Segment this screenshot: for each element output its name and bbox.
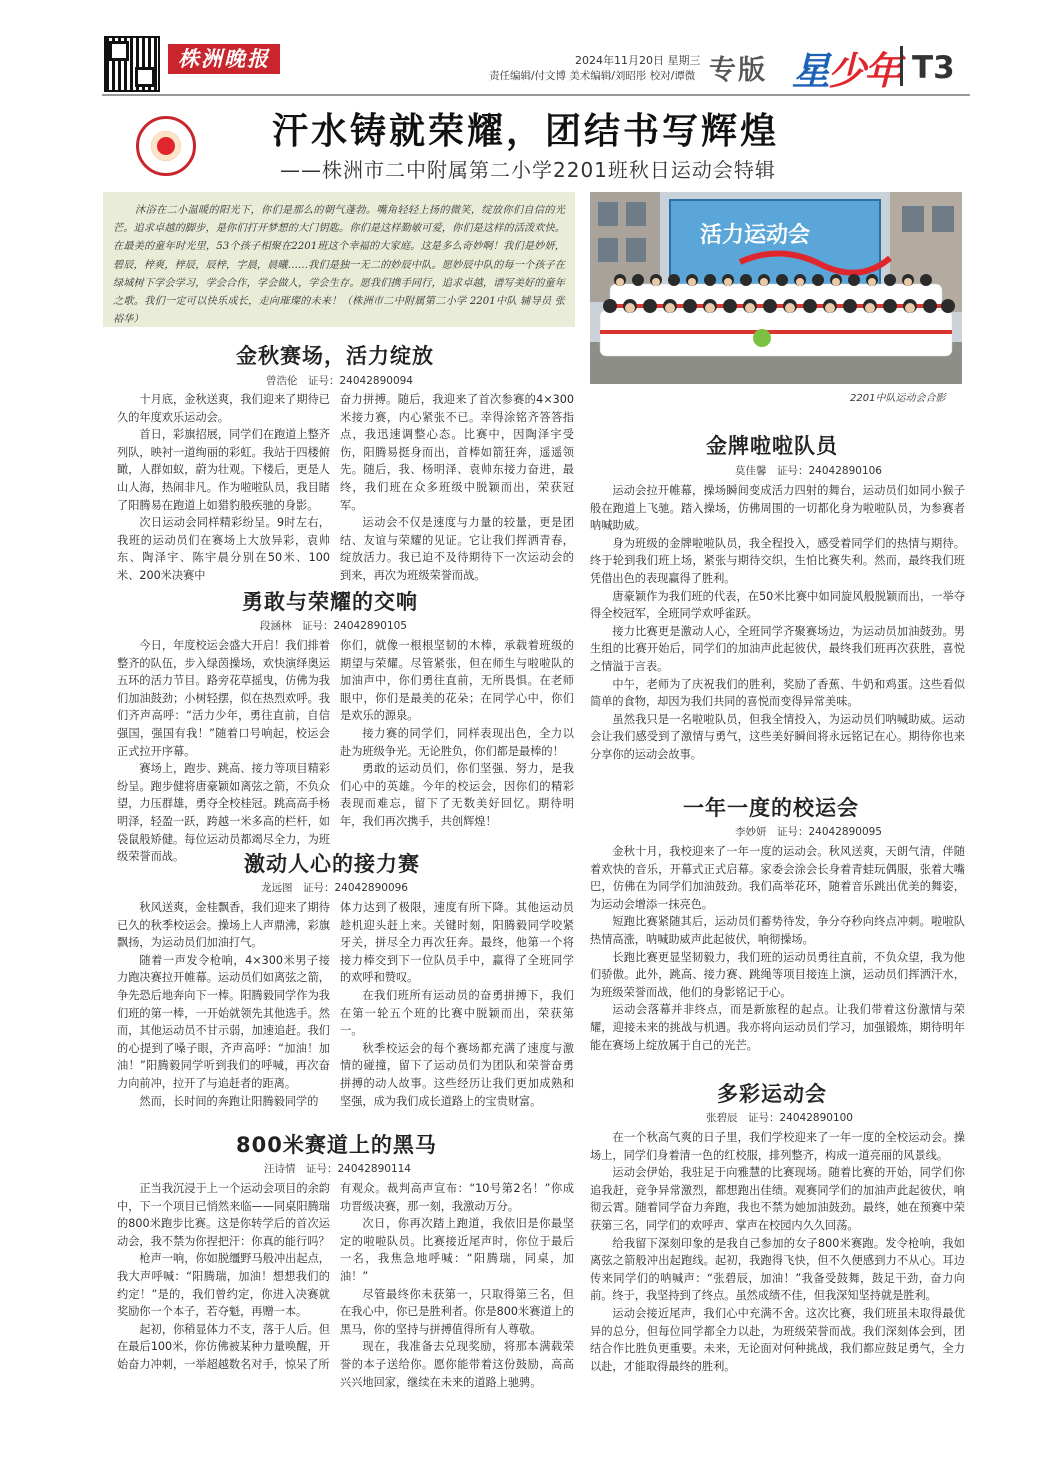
article-column bbox=[117, 899, 330, 1119]
paragraph: 在一个秋高气爽的日子里，我们学校迎来了一年一度的全校运动会。操场上，同学们身着清一色的红校服，排列整齐，构成一道亮丽的风景线。 bbox=[590, 1131, 965, 1162]
article-title: 一年一度的校运会 bbox=[683, 796, 859, 820]
article-title: 激动人心的接力赛 bbox=[244, 852, 420, 876]
paragraph: 虽然我只是一名啦啦队员，但我全情投入，为运动员们呐喊助威。运动会让我们感受到了激情与勇气，这些美好瞬间将永远铭记在心。期待你也来分享你的运动会故事。 bbox=[590, 712, 965, 761]
paragraph: 体力达到了极限，速度有所下降。其他运动员趁机迎头赶上来。关键时刻，阳腾毅同学咬紧牙关，拼尽全力再次狂奔。最终，他第一个将接力棒交到下一位队员手中，赢得了全班同学的欢呼和赞叹。 bbox=[340, 901, 574, 985]
paragraph: 短跑比赛紧随其后，运动员们蓄势待发，争分夺秒向终点冲刺。啦啦队热情高涨，呐喊助威声此起彼伏，响彻操场。 bbox=[590, 915, 965, 946]
paragraph: 运动会落幕并非终点，而是新旅程的起点。让我们带着这份激情与荣耀，迎接未来的挑战与机遇。我亦将向运动员们学习，加强锻炼，期待明年能在赛场上绽放属于自己的光芒。 bbox=[590, 1003, 965, 1052]
paragraph: 首日，彩旗招展，同学们在跑道上整齐列队，映衬一道绚丽的彩虹。我站于四楼俯瞰，人群如蚁，蔚为壮观。下楼后，更是人山人海，热闹非凡。作为啦啦队员，我目睹了阳腾易在跑道上如猎豹般疾驰的身影。 bbox=[117, 428, 330, 512]
page-subheadline: ——株洲市二中附属第二小学2201班秋日运动会特辑 bbox=[280, 158, 776, 182]
issue-date: 2024年11月20日 星期三 bbox=[575, 54, 701, 67]
paragraph: 长跑比赛更显坚韧毅力，我们班的运动员勇往直前，不负众望，我为他们骄傲。此外，跳高、接力赛、跳绳等项目接连上演，运动员们挥洒汗水，为班级荣誉而战，他们的身影铭记于心。 bbox=[590, 950, 965, 999]
masthead-rule bbox=[102, 94, 970, 96]
paragraph: 接力赛的同学们，同样表现出色，全力以赴为班级争光。无论胜负，你们都是最棒的！ bbox=[340, 726, 574, 758]
paragraph: 奋力拼搏。随后，我迎来了首次参赛的4×300米接力赛，内心紧张不已。幸得涂铭齐答答指点，我迅速调整心态。比赛中，因陶泽宇受伤，阳腾易挺身而出，首棒如箭狂奔，遥遥领先。随后，我、杨明泽、袁帅东接力奋进，最终，我们班在众多班级中脱颖而出，荣获冠军。 bbox=[340, 393, 574, 512]
article-column bbox=[117, 1180, 330, 1392]
article-column bbox=[340, 637, 574, 837]
brand-star-text: 星 bbox=[792, 49, 829, 93]
group-photo-illustration bbox=[590, 192, 962, 384]
editor-credits: 责任编辑/付文博 美术编辑/刘昭彤 校对/谭微 bbox=[489, 70, 696, 82]
article-title: 勇敢与荣耀的交响 bbox=[242, 590, 418, 614]
article-column bbox=[340, 899, 574, 1119]
paragraph: 金秋十月，我校迎来了一年一度的运动会。秋风送爽，天朗气清，伴随着欢快的音乐，开幕式正式启幕。家委会涂会长身着青蛙玩偶服，张着大嘴巴，仿佛在为同学们加油鼓劲。我们高举花环，随着音乐跳出优美的舞姿，为运动会增添一抹亮色。 bbox=[590, 845, 965, 911]
paragraph: 运动会伊始，我驻足于向雅慧的比赛现场。随着比赛的开始，同学们你追我赶，竞争异常激烈，都想跑出佳绩。观赛同学们的加油声此起彼伏，响彻云霄。随着同学奋力奔跑，我也不禁为她加油鼓劲。最终，她在预赛中荣获第三名，同学们的欢呼声、掌声在校园内久久回荡。 bbox=[590, 1166, 965, 1232]
article-column bbox=[590, 1129, 965, 1399]
paragraph: 唐豪颖作为我们班的代表，在50米比赛中如同旋风般脱颖而出，一举夺得全校冠军，全班同学欢呼雀跃。 bbox=[590, 589, 965, 621]
article-byline: 曾浩伦 证号：24042890094 bbox=[266, 375, 413, 387]
paragraph: 运动会不仅是速度与力量的较量，更是团结、友谊与荣耀的见证。它让我们挥洒青春，绽放活力。我已迫不及待期待下一次运动会的到来，再次为班级荣誉而战。 bbox=[340, 516, 574, 582]
page-headline: 汗水铸就荣耀，团结书写辉煌 bbox=[272, 110, 780, 152]
article-title: 金牌啦啦队员 bbox=[706, 434, 838, 458]
paragraph: 运动会拉开帷幕，操场瞬间变成活力四射的舞台，运动员们如同小猴子般在跑道上飞驰。踏入操场，仿佛周围的一切都化身为啦啦队员，为参赛者呐喊助威。 bbox=[590, 484, 965, 533]
article-title: 金秋赛场，活力绽放 bbox=[236, 344, 434, 368]
banner-text: 活力运动会 bbox=[700, 223, 811, 248]
article-byline: 汪诗情 证号：24042890114 bbox=[264, 1163, 411, 1175]
article-column bbox=[340, 1180, 574, 1392]
article-title: 多彩运动会 bbox=[717, 1082, 827, 1106]
article-byline: 段涵林 证号：24042890105 bbox=[260, 620, 407, 632]
paragraph: 秋季校运会的每个赛场都充满了速度与激情的碰撞，留下了运动员们为团队和荣誉奋勇拼搏的动人故事。这些经历让我们更加成熟和坚强，成为我们成长道路上的宝贵财富。 bbox=[340, 1041, 574, 1108]
brand-logo bbox=[792, 40, 900, 95]
article-column bbox=[340, 391, 574, 581]
article-byline: 李妙妍 证号：24042890095 bbox=[735, 826, 882, 838]
paragraph: 勇敢的运动员们，你们坚强、努力，是我们心中的英雄。今年的校运会，因你们的精彩表现而难忘，留下了无数美好回忆。期待明年，我们再次携手，共创辉煌！ bbox=[340, 762, 574, 828]
qr-code bbox=[104, 36, 160, 92]
school-emblem-icon bbox=[136, 116, 196, 176]
newspaper-logo: 株洲晚报 bbox=[168, 44, 280, 74]
paragraph: 随着一声发令枪响，4×300米男子接力跑决赛拉开帷幕。运动员们如离弦之箭，争先恐后地奔向下一棒。阳腾毅同学作为我们班的第一棒，一开始就领先其他选手。然而，其他运动员不甘示弱，加速追赶。我们的心提到了嗓子眼，齐声高呼：“加油！加油！”阳腾毅同学听到我们的呼喊，再次奋力向前冲，拉开了与追赶者的距离。 bbox=[117, 953, 330, 1090]
page-code: T3 bbox=[912, 50, 955, 86]
paragraph: 次日运动会同样精彩纷呈。9时左右，我班的运动员们在赛场上大放异彩，袁帅东、陶泽宇、陈宇晨分别在50米、100米、200米决赛中 bbox=[117, 516, 330, 582]
masthead-divider bbox=[900, 46, 903, 86]
paragraph: 你们，就像一根根坚韧的木棒，承载着班级的期望与荣耀。尽管紧张，但在师生与啦啦队的加油声中，你们勇往直前，无所畏惧。在老师眼中，你们是最美的花朵；在同学心中，你们是欢乐的源泉。 bbox=[340, 639, 574, 723]
paragraph: 赛场上，跑步、跳高、接力等项目精彩纷呈。跑步健将唐豪颖如离弦之箭，不负众望，力压群雄，勇夺全校桂冠。跳高高手杨明泽，轻盈一跃，跨越一米多高的栏杆，如袋鼠般矫健。每位运动员都竭尽全力，为班级荣誉而战。 bbox=[117, 762, 330, 864]
article-byline: 莫佳馨 证号：24042890106 bbox=[735, 465, 882, 477]
article-column bbox=[117, 637, 330, 864]
class-group-photo bbox=[590, 192, 962, 384]
paragraph: 十月底，金秋送爽，我们迎来了期待已久的年度欢乐运动会。 bbox=[117, 393, 330, 424]
paragraph: 秋风送爽，金桂飘香，我们迎来了期待已久的秋季校运会。操场上人声鼎沸，彩旗飘扬，为运动员们加油打气。 bbox=[117, 901, 330, 950]
paragraph: 现在，我准备去兑现奖励，将那本满载荣誉的本子送给你。愿你能带着这份鼓励，高高兴兴地回家，继续在未来的道路上驰骋。 bbox=[340, 1340, 574, 1389]
article-title: 800米赛道上的黑马 bbox=[236, 1133, 437, 1157]
paragraph: 有观众。裁判高声宣布：“10号第2名！”你成功晋级决赛，那一刻，我激动万分。 bbox=[340, 1182, 574, 1213]
paragraph: 起初，你稍显体力不支，落于人后。但在最后100米，你仿佛被某种力量唤醒，开始奋力冲刺，一举超越数名对手，惊呆了所 bbox=[117, 1322, 330, 1371]
paragraph: 次日，你再次踏上跑道，我依旧是你最坚定的啦啦队员。比赛接近尾声时，你位于最后一名，我焦急地呼喊：“阳腾瑞，同桌，加油！” bbox=[340, 1217, 574, 1283]
article-column bbox=[117, 391, 330, 581]
article-byline: 张碧辰 证号：24042890100 bbox=[706, 1112, 853, 1124]
paragraph: 然而，长时间的奔跑让阳腾毅同学的 bbox=[139, 1094, 319, 1108]
section-label: 专版 bbox=[709, 55, 767, 86]
paragraph: 尽管最终你未获第一，只取得第三名，但在我心中，你已是胜利者。你是800米赛道上的黑马，你的坚持与拼搏值得所有人尊敬。 bbox=[340, 1287, 574, 1336]
article-byline: 龙远图 证号：24042890096 bbox=[261, 882, 408, 894]
brand-rest-text: 少年 bbox=[828, 49, 901, 93]
paragraph: 正当我沉浸于上一个运动会项目的余韵中，下一个项目已悄然来临——同桌阳腾瑞的800米跑步比赛。这是你转学后的首次运动会，我不禁为你捏把汗：你真的能行吗？ bbox=[117, 1182, 330, 1248]
article-column bbox=[590, 843, 965, 1058]
paragraph: 运动会接近尾声，我们心中充满不舍。这次比赛，我们班虽未取得最优异的总分，但每位同学都全力以赴，为班级荣誉而战。我们深刻体会到，团结合作比胜负更重要。未来，无论面对何种挑战，我们都应鼓足勇气，全力以赴，才能取得最终的胜利。 bbox=[590, 1306, 965, 1373]
article-column bbox=[590, 482, 965, 772]
paragraph: 身为班级的金牌啦啦队员，我全程投入，感受着同学们的热情与期待。终于轮到我们班上场，紧张与期待交织，生怕比赛失利。然而，最终我们班凭借出色的表现赢得了胜利。 bbox=[590, 536, 965, 585]
paragraph: 枪声一响，你如脱缰野马般冲出起点，我大声呼喊：“阳腾瑞，加油！想想我们的约定！”是的，我们曾约定，你进入决赛就奖励你一个本子，若夺魁，再赠一本。 bbox=[117, 1252, 330, 1319]
photo-caption: 2201中队运动会合影 bbox=[850, 393, 946, 404]
paragraph: 今日，年度校运会盛大开启！我们排着整齐的队伍，步入绿茵操场，欢快演绎奥运五环的活力节目。路旁花草摇曳，仿佛为我们加油鼓劲；小树轻摆，似在热烈欢呼。我们齐声高呼：“活力少年，勇往直前，自信强国，强国有我！”随着口号响起，校运会正式拉开序幕。 bbox=[117, 639, 330, 758]
intro-box: 沐浴在二小温暖的阳光下，你们是那么的朝气蓬勃。嘴角轻轻上扬的微笑，绽放你们自信的光芒。追求卓越的脚步，是你们打开梦想的大门钥匙。你们是这样勤敏可爱，你们是这样的活泼欢快。在最美的童年时光里，53个孩子相聚在2201班这个幸福的大家庭。这是多么奇妙啊！我们是妙妍，碧辰，梓爽，梓辰，辰梓，字晨，晨曦……我们是独一无二的妙辰中队。愿妙辰中队的每一个孩子在绿城树下学会学习，学会合作，学会做人，学会生存。愿我们携手同行，追求卓越，谱写美好的童年之歌。我们一定可以快乐成长，走向璀璨的未来！（株洲市二中附属第二小学 2201中队 辅导员 张裕华） bbox=[103, 192, 575, 327]
paragraph: 在我们班所有运动员的奋勇拼搏下，我们在第一轮五个班的比赛中脱颖而出，荣获第一。 bbox=[340, 988, 574, 1038]
paragraph: 给我留下深刻印象的是我自己参加的女子800米赛跑。发令枪响，我如离弦之箭般冲出起跑线。起初，我跑得飞快，但不久便感到力不从心。耳边传来同学们的呐喊声：“张碧辰，加油！”我备受鼓舞，鼓足干劲，奋力向前。终于，我坚持到了终点。虽然成绩不佳，但我深知坚持就是胜利。 bbox=[590, 1236, 965, 1303]
paragraph: 接力比赛更是激动人心，全班同学齐聚赛场边，为运动员加油鼓劲。男生组的比赛开始后，同学们的加油声此起彼伏，最终我们班再次获胜，喜悦之情溢于言表。 bbox=[590, 624, 965, 673]
paragraph: 中午，老师为了庆祝我们的胜利，奖励了香蕉、牛奶和鸡蛋。这些看似简单的食物，却因为我们共同的喜悦而变得异常美味。 bbox=[590, 677, 965, 709]
